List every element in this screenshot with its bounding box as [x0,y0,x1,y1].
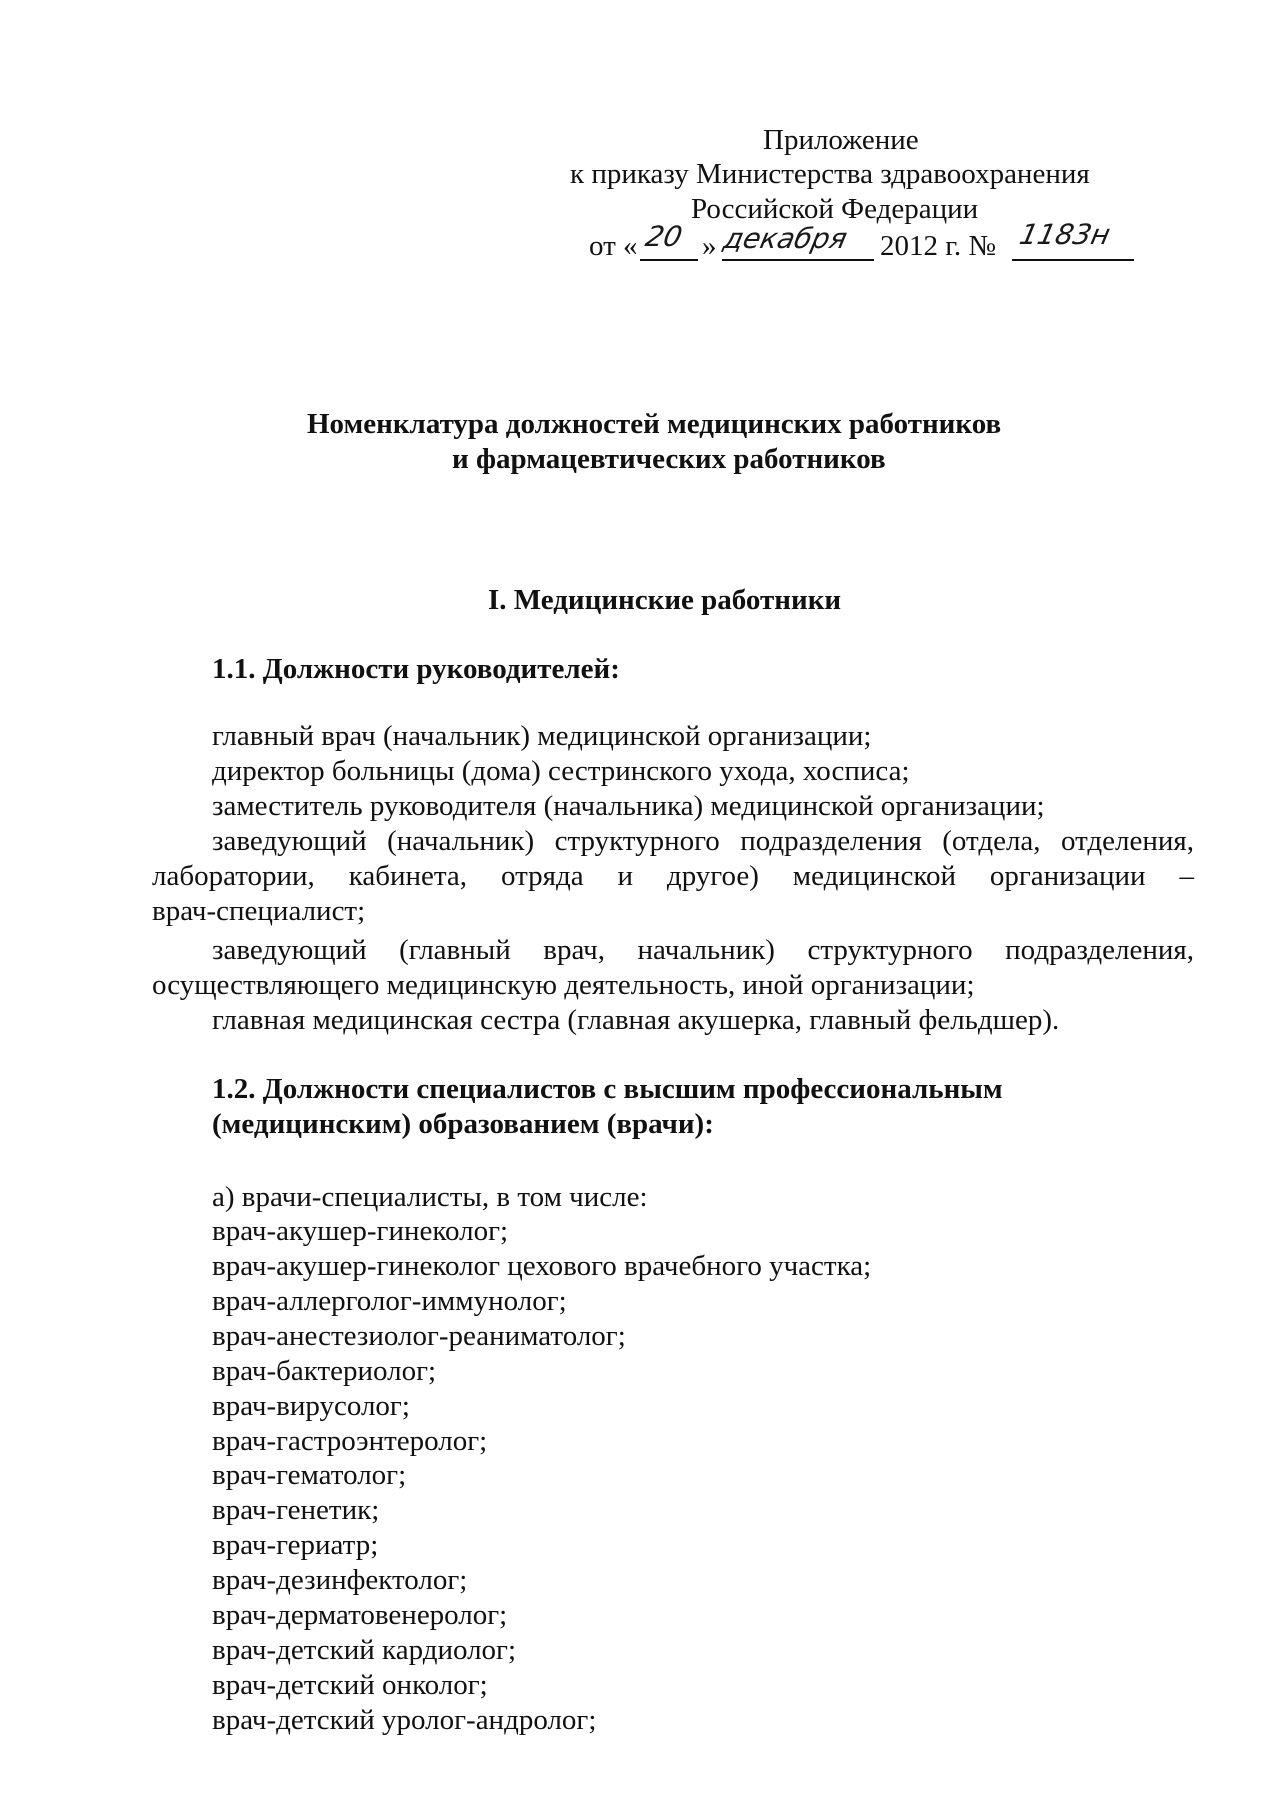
appendix-title: Приложение [763,124,919,156]
list-item: врач-акушер-гинеколог цехового врачебного участка; [212,1250,872,1282]
section-heading: I. Медицинские работники [488,584,842,616]
date-day-underline [640,259,698,261]
list-item: врач-аллерголог-иммунолог; [212,1285,567,1317]
list-item: врач-бактериолог; [212,1355,437,1387]
list-item: заместитель руководителя (начальника) медицинской организации; [212,790,1045,822]
list-item-continuation: врач-специалист; [152,895,366,927]
list-item: врач-анестезиолог-реаниматолог; [212,1320,626,1352]
document-title-line1: Номенклатура должностей медицинских работников [307,408,1002,440]
list-item: врач-детский онколог; [212,1669,488,1701]
list-item: заведующий (начальник) структурного подразделения (отдела, отделения, [212,825,1194,857]
appendix-federation: Российской Федерации [691,193,979,225]
date-day-handwritten: 20 [642,220,686,253]
list-item: директор больницы (дома) сестринского ухода, хосписа; [212,755,910,787]
list-item: врач-дезинфектолог; [212,1564,468,1596]
list-item: врач-генетик; [212,1494,380,1526]
list-item: главный врач (начальник) медицинской организации; [212,720,872,752]
list-item: врач-гастроэнтеролог; [212,1425,488,1457]
list-item: заведующий (главный врач, начальник) структурного подразделения, [212,934,1194,966]
document-title-line2: и фармацевтических работников [452,443,886,475]
appendix-order-ref: к приказу Министерства здравоохранения [570,158,1090,190]
date-month-underline [722,259,874,261]
list-item: врач-детский уролог-андролог; [212,1704,597,1736]
list-item: врач-детский кардиолог; [212,1634,517,1666]
list-item: врач-гериатр; [212,1529,379,1561]
subsection-1-2-intro: а) врачи-специалисты, в том числе: [212,1181,648,1213]
list-item-continuation: лаборатории, кабинета, отряда и другое) медицинской организации – [152,860,1194,892]
subsection-1-1-heading: 1.1. Должности руководителей: [212,653,620,685]
date-year: 2012 г. № [880,230,997,262]
date-month-handwritten: декабря [720,222,851,255]
list-item: врач-вирусолог; [212,1390,410,1422]
list-item: врач-гематолог; [212,1459,407,1491]
list-item: врач-акушер-гинеколог; [212,1215,509,1247]
list-item: главная медицинская сестра (главная акушерка, главный фельдшер). [212,1004,1060,1036]
list-item-continuation: осуществляющего медицинскую деятельность, иной организации; [152,969,975,1001]
subsection-1-2-heading-line1: 1.2. Должности специалистов с высшим профессиональным [212,1073,1003,1105]
list-item: врач-дерматовенеролог; [212,1599,508,1631]
order-number-handwritten: 1183н [1016,218,1114,251]
subsection-1-2-heading-line2: (медицинским) образованием (врачи): [212,1108,714,1140]
date-quote-close: » [702,230,717,262]
order-number-underline [1012,259,1134,261]
date-prefix: от « [589,230,638,262]
